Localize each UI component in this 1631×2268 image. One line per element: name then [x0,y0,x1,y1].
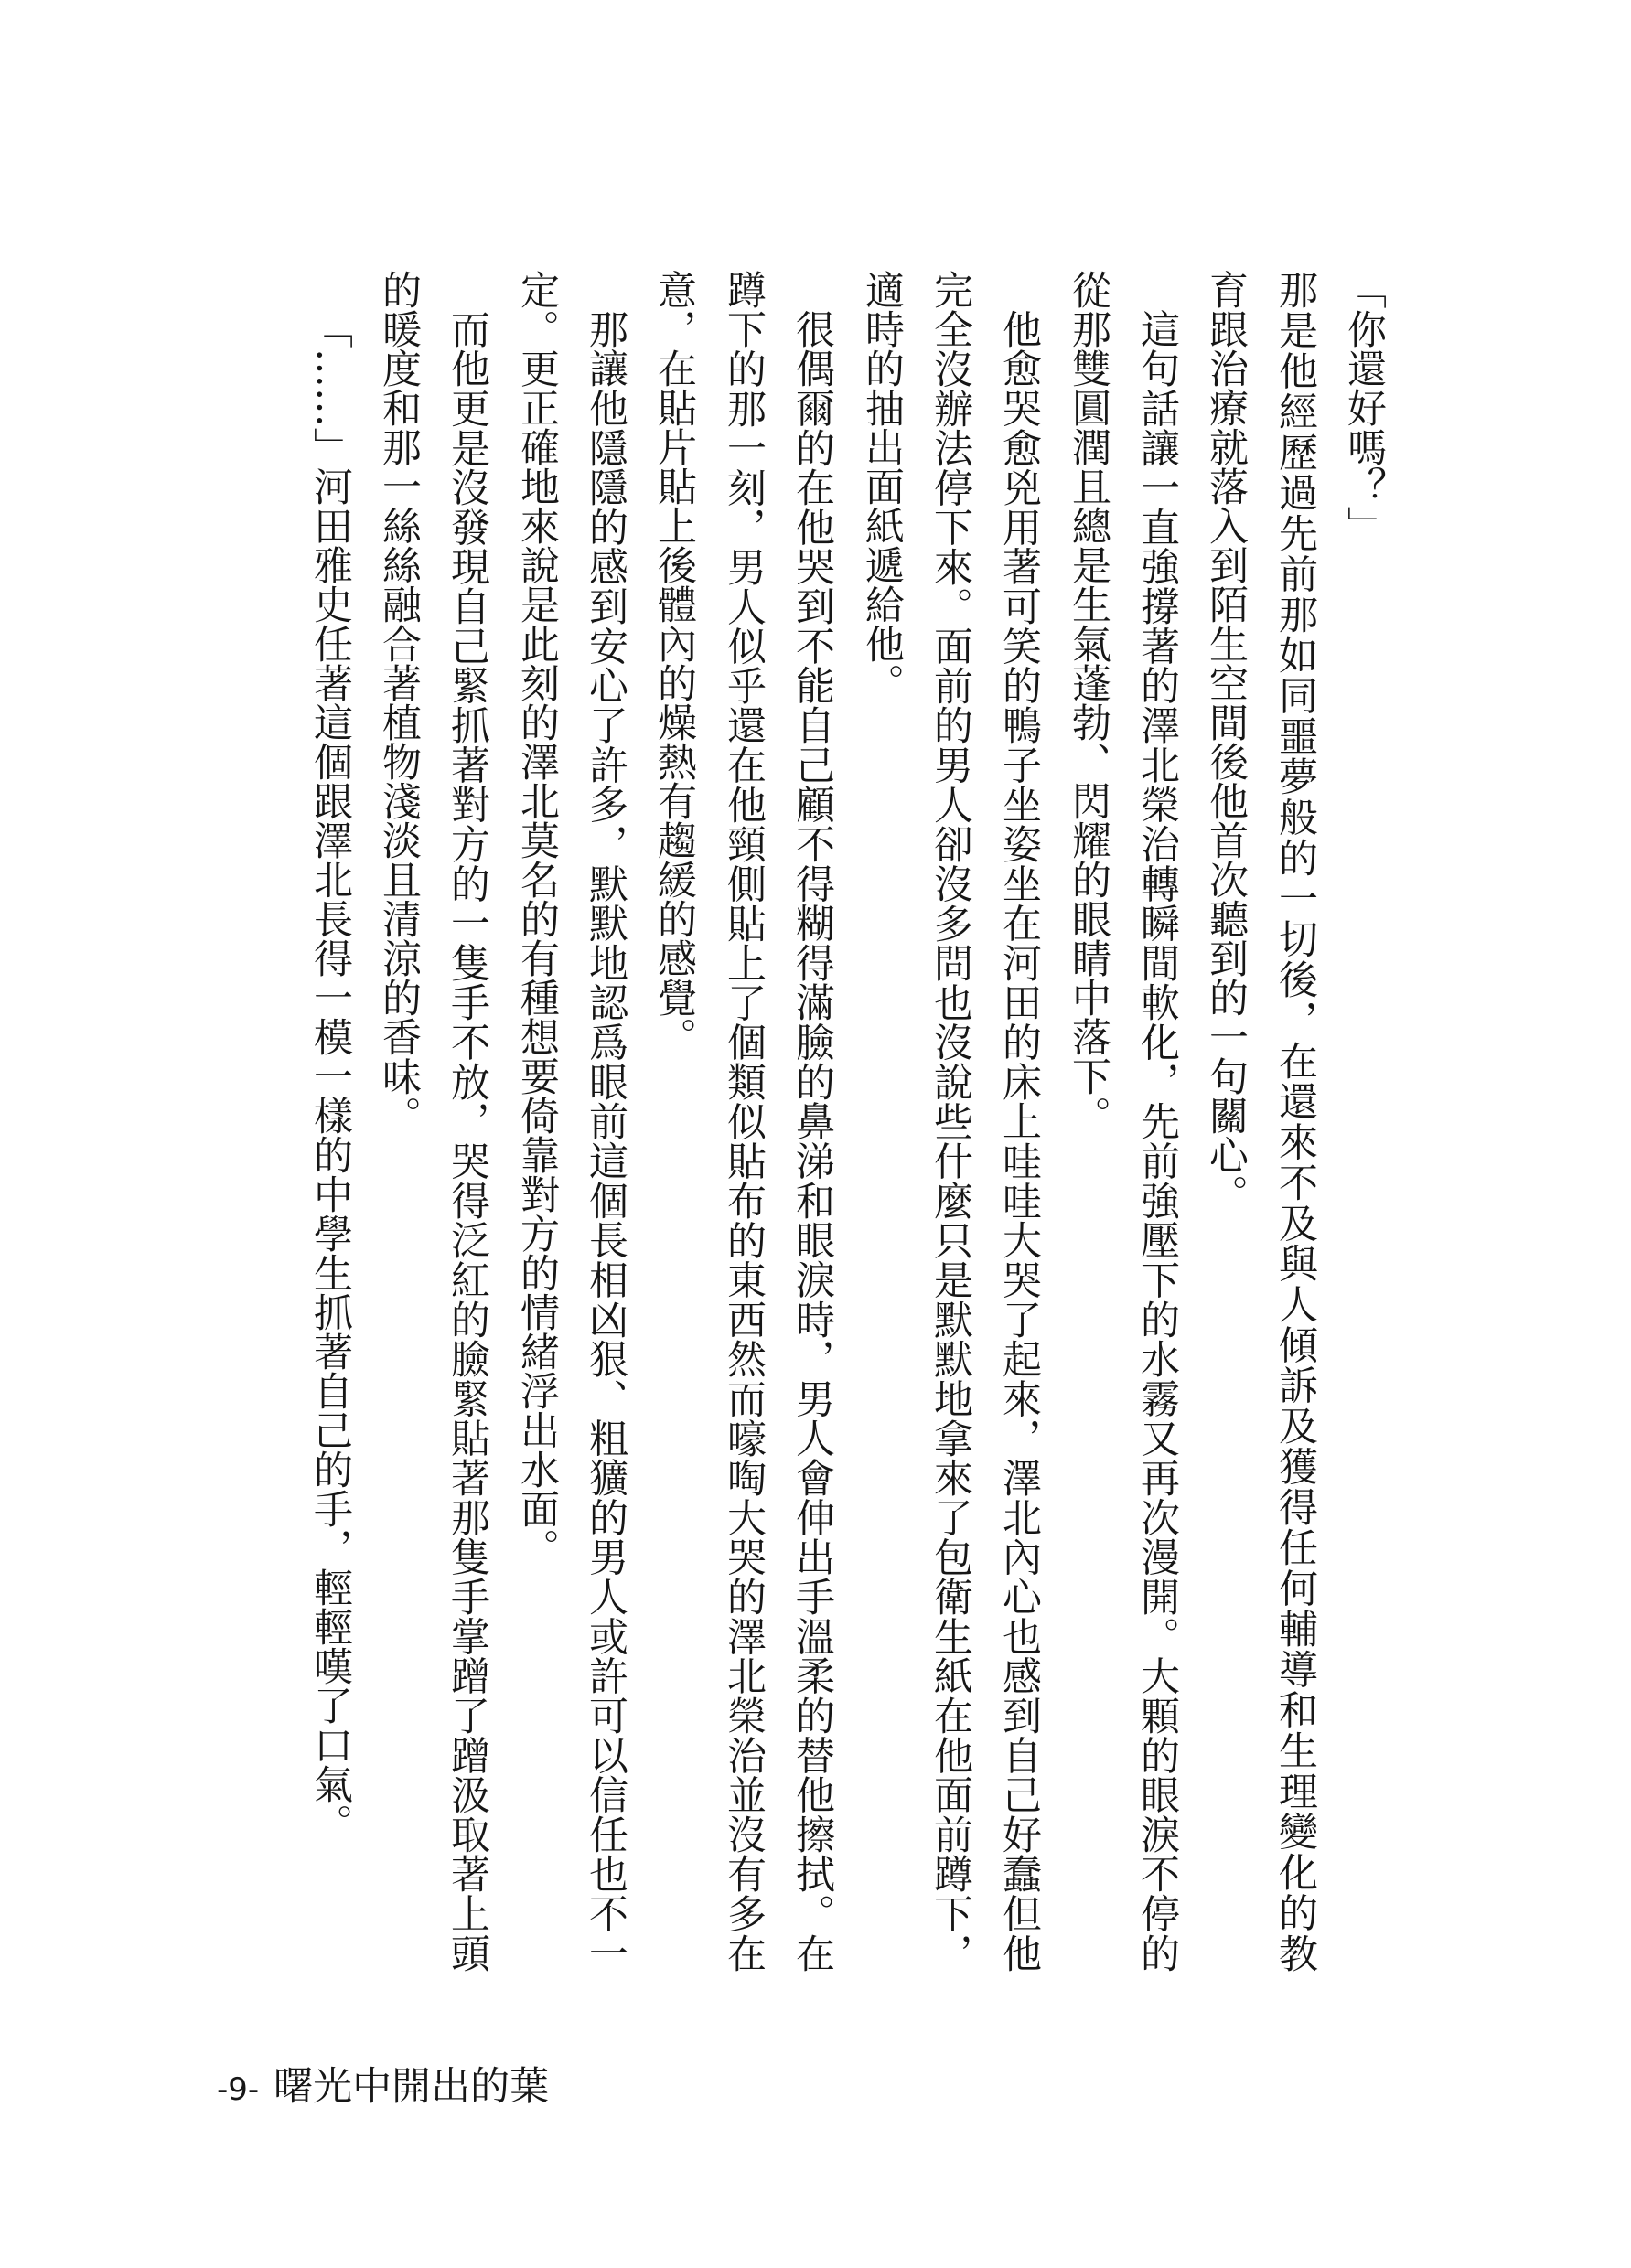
text-column: 而他更是沒發現自己緊抓著對方的一隻手不放，哭得泛紅的臉緊貼著那隻手掌蹭了蹭汲取著上頭 [445,309,490,1973]
text-column: 他愈哭愈兇用著可笑的鴨子坐姿坐在河田的床上哇哇大哭了起來，澤北內心也感到自己好蠢但他 [996,309,1042,1973]
text-column: 適時的抽出面紙遞給他。 [859,270,905,702]
text-column: 定。更正確地來說是此刻的澤北莫名的有種想要倚靠對方的情緒浮出水面。 [514,270,560,1567]
page-footer [217,2065,549,2109]
text-column: 這句話讓一直強撐著的澤北榮治轉瞬間軟化，先前強壓下的水霧又再次漫開。大顆的眼淚不停的 [1134,309,1180,1973]
text-column: 的暖度和那一絲絲融合著植物淺淡且清涼的香味。 [376,270,422,1135]
book-title: 曙光中開出的葉 [274,2064,550,2110]
text-column: 那讓他隱隱的感到安心了許多，默默地認爲眼前這個長相凶狠、粗獷的男人或許可以信任也不一 [583,309,628,1973]
text-column: 完全沒辦法停下來。面前的男人卻沒多問也沒說些什麼只是默默地拿來了包衛生紙在他面前蹲下， [928,270,973,1973]
text-column: 「……」河田雅史任著這個跟澤北長得一模一樣的中學生抓著自己的手，輕輕嘆了口氣。 [307,309,353,1843]
text-column: 育跟治療就落入到陌生空間後他首次聽到的一句關心。 [1203,270,1249,1214]
page-number: -9- [217,2071,260,2108]
text-column: 很偶爾的在他哭到不能自己顧不得糊得滿臉的鼻涕和眼淚時，男人會伸出手溫柔的替他擦拭。在 [789,309,835,1973]
text-column: 從那雙圓潤且總是生氣蓬勃、閃耀的眼睛中落下。 [1066,270,1111,1135]
text-column: 「你還好嗎？」 [1341,270,1387,545]
text-column: 那是他經歷過先前那如同噩夢般的一切後，在還來不及與人傾訴及獲得任何輔導和生理變化的教 [1272,270,1318,1973]
text-column: 意，在貼片貼上後體內的燥熱有趨緩的感覺。 [651,270,697,1056]
text-column: 蹲下的那一刻，男人似乎還在他頸側貼上了個類似貼布的東西然而嚎啕大哭的澤北榮治並沒有多在 [721,270,767,1973]
